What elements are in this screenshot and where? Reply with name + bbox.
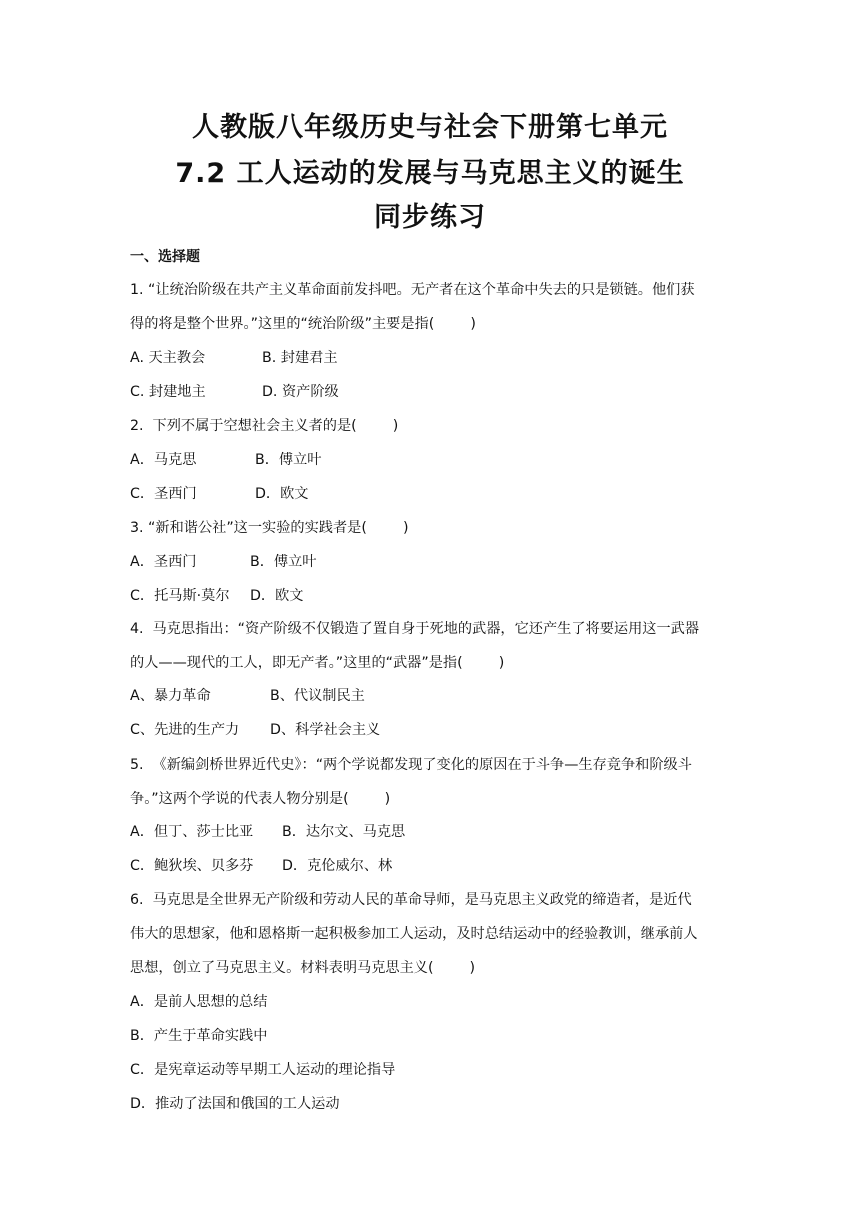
question-2-options-row-2 — [130, 484, 309, 504]
option-b: B. 封建君主 — [262, 350, 338, 366]
option-c: C. 封建地主 — [130, 384, 206, 400]
question-6-option-a — [130, 992, 267, 1012]
option-c: C．是宪章运动等早期工人运动的理论指导 — [130, 1062, 396, 1078]
option-d: D．克伦威尔、林 — [282, 858, 393, 874]
option-b: B．达尔文、马克思 — [282, 824, 406, 840]
option-c: C、先进的生产力 — [130, 722, 240, 738]
question-4-options-row-1 — [130, 686, 365, 706]
question-6-line-3: 思想，创立了马克思主义。材料表明马克思主义( ) — [130, 960, 476, 976]
question-1-line-2: 得的将是整个世界。”这里的“统治阶级”主要是指( ) — [130, 316, 476, 332]
question-6-line-2: 伟大的思想家，他和恩格斯一起积极参加工人运动，及时总结运动中的经验教训，继承前人 — [130, 926, 698, 942]
question-6-option-c — [130, 1060, 395, 1080]
option-d: D. 资产阶级 — [262, 384, 339, 400]
question-5-options-row-2 — [130, 856, 392, 876]
question-4-options-row-2 — [130, 720, 380, 740]
option-a: A．圣西门 — [130, 554, 197, 570]
question-4-line-1: 4. 马克思指出：“资产阶级不仅锻造了置自身于死地的武器，它还产生了将要运用这一武器 — [130, 621, 700, 637]
option-b: B．傅立叶 — [255, 452, 322, 468]
section-heading: 一、选择题 — [130, 249, 200, 265]
option-a: A. 天主教会 — [130, 350, 206, 366]
question-1-line-1: 1. “让统治阶级在共产主义革命面前发抖吧。无产者在这个革命中失去的只是锁链。他们获 — [130, 282, 695, 298]
option-c: C．鲍狄埃、贝多芬 — [130, 858, 254, 874]
option-b: B．产生于革命实践中 — [130, 1028, 268, 1044]
option-a: A．马克思 — [130, 452, 197, 468]
option-a: A．但丁、莎士比亚 — [130, 824, 254, 840]
question-2-line-1: 2. 下列不属于空想社会主义者的是( ) — [130, 418, 399, 434]
question-3-options-row-1 — [130, 552, 316, 572]
question-4-line-2: 的人——现代的工人，即无产者。”这里的“武器”是指( ) — [130, 655, 505, 671]
option-d: D．欧文 — [255, 486, 309, 502]
option-a: A、暴力革命 — [130, 688, 211, 704]
option-d: D．推动了法国和俄国的工人运动 — [130, 1096, 340, 1112]
question-5-line-1: 5. 《新编剑桥世界近代史》：“两个学说都发现了变化的原因在于斗争—生存竞争和阶级斗 — [130, 757, 692, 773]
option-b: B．傅立叶 — [250, 554, 317, 570]
question-5-options-row-1 — [130, 822, 405, 842]
question-5-line-2: 争。”这两个学说的代表人物分别是( ) — [130, 791, 391, 807]
title-line-2: 7.2 工人运动的发展与马克思主义的诞生 — [175, 158, 685, 189]
title-line-1: 人教版八年级历史与社会下册第七单元 — [192, 112, 668, 143]
option-b: B、代议制民主 — [270, 688, 365, 704]
option-d: D．欧文 — [250, 588, 304, 604]
question-6-option-b — [130, 1026, 267, 1046]
option-d: D、科学社会主义 — [270, 722, 381, 738]
title-line-3: 同步练习 — [374, 202, 486, 233]
option-c: C．圣西门 — [130, 486, 197, 502]
option-a: A．是前人思想的总结 — [130, 994, 268, 1010]
question-3-line-1: 3. “新和谐公社”这一实验的实践者是( ) — [130, 520, 409, 536]
question-6-line-1: 6. 马克思是全世界无产阶级和劳动人民的革命导师，是马克思主义政党的缔造者，是近代 — [130, 892, 692, 908]
option-c: C．托马斯·莫尔 — [130, 588, 230, 604]
question-1-options-row-1 — [130, 348, 338, 368]
question-2-options-row-1 — [130, 450, 321, 470]
question-6-option-d — [130, 1094, 340, 1114]
question-1-options-row-2 — [130, 382, 339, 402]
question-3-options-row-2 — [130, 586, 304, 606]
